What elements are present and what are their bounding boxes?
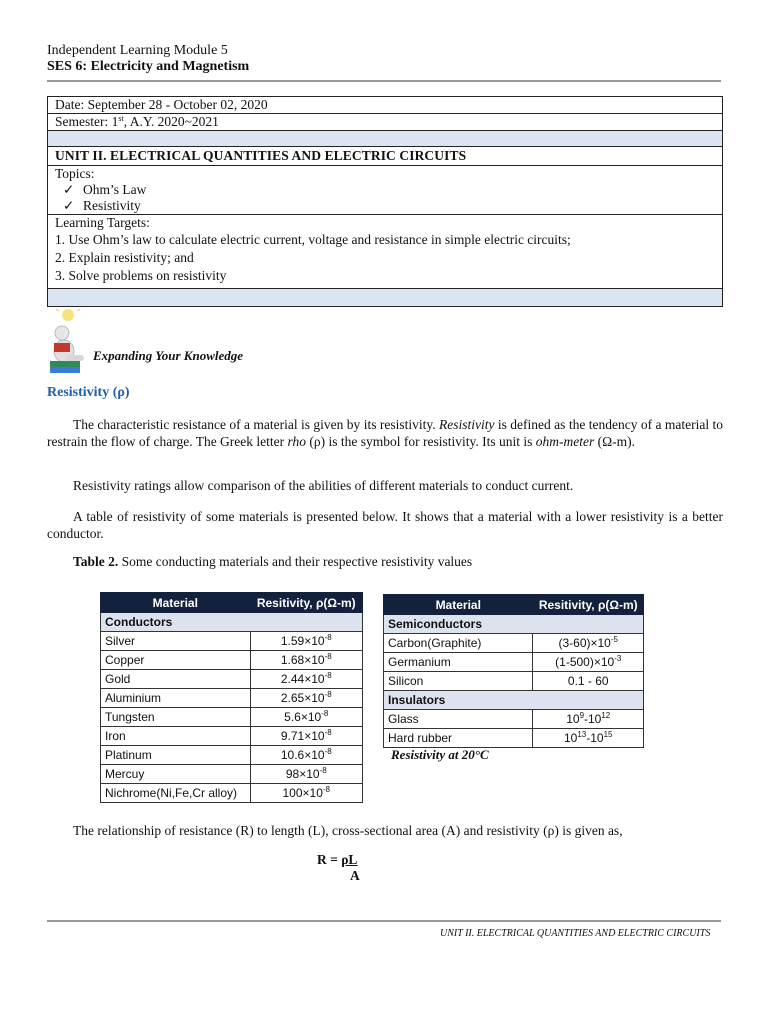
p1-text: (ρ) is the symbol for resistivity. Its unit is	[306, 434, 536, 449]
category-row	[384, 691, 644, 710]
table-row	[101, 708, 363, 727]
resistivity-cell	[250, 632, 362, 651]
resistivity-exp: 13	[577, 730, 587, 739]
column-header: Resitivity, ρ(Ω-m)	[533, 595, 644, 615]
resistivity-exp: -8	[324, 633, 332, 642]
material-name: Tungsten	[105, 710, 155, 724]
formula-num: ρL	[341, 852, 358, 867]
resistivity-cell	[250, 727, 362, 746]
material-cell	[101, 632, 251, 651]
resistivity-cell	[250, 689, 362, 708]
table-row	[384, 653, 644, 672]
resistivity-base: -10	[584, 712, 602, 726]
table-row	[101, 746, 363, 765]
resistivity-cell	[533, 729, 644, 748]
resistivity-base: 10	[563, 731, 578, 745]
topics-row	[48, 166, 722, 215]
semester-row	[48, 114, 722, 131]
material-name: Copper	[105, 653, 145, 667]
material-cell	[101, 765, 251, 784]
resistivity-exp: -8	[324, 652, 332, 661]
category-cell: Semiconductors	[384, 615, 644, 634]
conductors-table	[100, 592, 363, 803]
p1-text: is defined as the tendency of a material to restrain the flow of charge. The Greek letter	[47, 417, 723, 449]
targets-row	[48, 215, 722, 289]
resistivity-base: (1-500)×10	[555, 655, 615, 669]
category-row	[101, 613, 363, 632]
material-name: Glass	[388, 712, 419, 726]
material-cell	[384, 653, 533, 672]
category-cell: Insulators	[384, 691, 644, 710]
resistivity-base: 2.65×10	[280, 691, 325, 705]
material-name: Silicon	[388, 674, 424, 688]
resistivity-base: 10	[566, 712, 580, 726]
topic-text: Resistivity	[83, 198, 141, 213]
footer-text: UNIT II. ELECTRICAL QUANTITIES AND ELECTRIC CIRCUITS	[440, 928, 711, 939]
shaded-row	[48, 131, 722, 147]
resistivity-exp: -8	[324, 690, 332, 699]
paragraph-1	[47, 416, 723, 450]
resistivity-cell	[250, 765, 362, 784]
p1-text: (Ω-m).	[594, 434, 636, 449]
resistivity-base: 0.1 - 60	[567, 674, 609, 688]
table-row	[384, 634, 644, 653]
resistivity-exp: 9	[579, 711, 585, 720]
target-item: 2. Explain resistivity; and	[55, 250, 194, 265]
resistivity-exp: -3	[614, 654, 622, 663]
paragraph-3: A table of resistivity of some materials is presented below. It shows that a material with a lower resistivity is a better conductor.	[47, 509, 723, 541]
resistivity-base: 100×10	[282, 786, 323, 800]
table-row	[101, 651, 363, 670]
module-title: Independent Learning Module 5	[47, 43, 228, 58]
target-item: 1. Use Ohm’s law to calculate electric current, voltage and resistance in simple electric circuits;	[55, 232, 571, 247]
checkmark-icon: ✓	[63, 182, 75, 197]
material-cell	[384, 672, 533, 691]
p1-emph: ohm-meter	[535, 434, 595, 449]
table-row	[101, 670, 363, 689]
resistivity-exp: -8	[324, 728, 332, 737]
resistivity-exp: -8	[324, 671, 332, 680]
table-header-row	[384, 595, 644, 615]
resistivity-base: -10	[586, 731, 604, 745]
formula-numerator	[317, 852, 357, 868]
resistivity-exp: -5	[610, 635, 618, 644]
resistivity-cell	[533, 672, 644, 691]
resistivity-exp: -8	[324, 747, 332, 756]
footer-rule	[47, 920, 721, 922]
table-row	[384, 710, 644, 729]
resistivity-cell	[533, 653, 644, 672]
material-cell	[101, 651, 251, 670]
semester-prefix: Semester: 1	[55, 114, 119, 129]
lesson-info-box	[47, 96, 723, 307]
resistivity-exp: 12	[601, 711, 611, 720]
resistivity-base: 1.59×10	[280, 634, 325, 648]
topic-item	[55, 182, 722, 198]
resistivity-exp: 15	[603, 730, 613, 739]
resistivity-cell	[250, 670, 362, 689]
table-row	[101, 765, 363, 784]
resistivity-exp: -8	[322, 785, 331, 794]
resistivity-exp: -8	[321, 709, 329, 718]
resistivity-exp: -8	[319, 766, 327, 775]
material-name: Nichrome(Ni,Fe,Cr alloy)	[105, 786, 238, 800]
shaded-row	[48, 289, 722, 306]
material-cell	[101, 670, 251, 689]
material-cell	[384, 729, 533, 748]
semester-suffix: , A.Y. 2020~2021	[123, 114, 219, 129]
material-cell	[384, 710, 533, 729]
table-caption-text: Some conducting materials and their respective resistivity values	[118, 554, 473, 569]
paragraph-2: Resistivity ratings allow comparison of the abilities of different materials to conduct current.	[73, 478, 574, 493]
semiconductors-insulators-table	[383, 594, 644, 748]
resistivity-cell	[250, 651, 362, 670]
category-cell: Conductors	[101, 613, 363, 632]
targets-label: Learning Targets:	[55, 215, 150, 230]
p1-emph: rho	[287, 434, 307, 449]
material-name: Hard rubber	[388, 731, 453, 745]
semester-sup: st	[118, 114, 124, 123]
course-title: SES 6: Electricity and Magnetism	[47, 59, 250, 74]
resistivity-note: Resistivity at 20°C	[391, 747, 489, 762]
column-header: Material	[384, 595, 533, 615]
table-caption	[73, 554, 472, 570]
table-header-row	[101, 593, 363, 613]
p1-emph: Resistivity	[439, 417, 495, 432]
material-name: Carbon(Graphite)	[388, 636, 482, 650]
formula-lhs: R =	[317, 852, 342, 867]
material-name: Mercuy	[105, 767, 145, 781]
checkmark-icon: ✓	[63, 198, 75, 213]
material-cell	[101, 727, 251, 746]
resistivity-base: 10.6×10	[280, 748, 325, 762]
expand-label: Expanding Your Knowledge	[93, 348, 244, 363]
material-name: Aluminium	[105, 691, 162, 705]
resistivity-base: 1.68×10	[280, 653, 325, 667]
material-cell	[101, 689, 251, 708]
topic-item	[55, 198, 722, 214]
material-cell	[384, 634, 533, 653]
topics-label: Topics:	[55, 166, 95, 181]
resistivity-cell	[250, 746, 362, 765]
header-rule	[47, 80, 721, 82]
category-row	[384, 615, 644, 634]
reader-figure-icon	[42, 305, 100, 377]
paragraph-4: The relationship of resistance (R) to length (L), cross-sectional area (A) and resistivity (ρ) is given as,	[73, 823, 623, 838]
topic-text: Ohm’s Law	[83, 182, 147, 197]
resistivity-cell	[533, 634, 644, 653]
target-item: 3. Solve problems on resistivity	[55, 268, 227, 283]
material-cell	[101, 746, 251, 765]
table-row	[101, 632, 363, 651]
resistivity-base: 5.6×10	[284, 710, 322, 724]
section-title: Resistivity (ρ)	[47, 385, 130, 400]
column-header: Resitivity, ρ(Ω-m)	[250, 593, 362, 613]
unit-text: UNIT II. ELECTRICAL QUANTITIES AND ELECTRIC CIRCUITS	[55, 148, 467, 163]
resistivity-base: 9.71×10	[280, 729, 325, 743]
resistivity-cell	[250, 784, 362, 803]
table-row	[101, 784, 363, 803]
material-cell	[101, 784, 251, 803]
table-row	[384, 729, 644, 748]
unit-title	[48, 147, 722, 166]
resistivity-base: 98×10	[285, 767, 320, 781]
material-cell	[101, 708, 251, 727]
table-label: Table 2.	[73, 554, 119, 569]
formula-denominator: A	[350, 868, 360, 883]
material-name: Iron	[105, 729, 126, 743]
material-name: Silver	[105, 634, 136, 648]
resistivity-cell	[250, 708, 362, 727]
column-header: Material	[101, 593, 251, 613]
p1-text: The characteristic resistance of a material is given by its resistivity.	[73, 417, 440, 432]
table-row	[101, 689, 363, 708]
date-row	[48, 97, 722, 114]
material-name: Germanium	[388, 655, 451, 669]
resistivity-base: (3-60)×10	[558, 636, 611, 650]
table-row	[384, 672, 644, 691]
date-text: Date: September 28 - October 02, 2020	[55, 97, 268, 112]
resistivity-cell	[533, 710, 644, 729]
resistivity-base: 2.44×10	[280, 672, 325, 686]
table-row	[101, 727, 363, 746]
material-name: Platinum	[105, 748, 152, 762]
material-name: Gold	[105, 672, 131, 686]
